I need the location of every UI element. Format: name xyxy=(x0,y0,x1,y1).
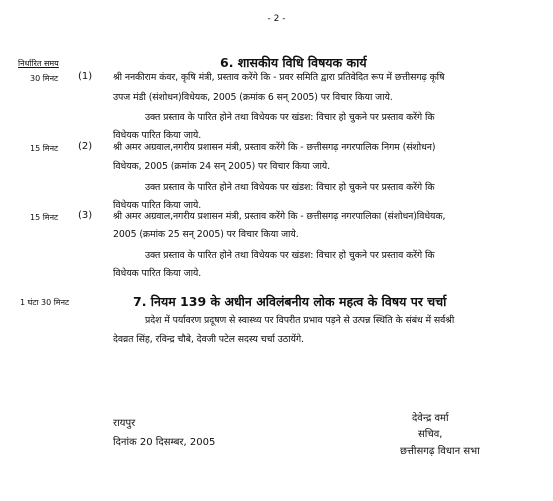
section-6-heading: 6. शासकीय विधि विषयक कार्य xyxy=(220,55,367,70)
section-7-time: 1 घंटा 30 मिनट xyxy=(20,298,70,307)
item-1-time: 30 मिनट xyxy=(30,74,59,83)
item-2-number: (2) xyxy=(78,141,93,152)
item-1-line: उक्त प्रस्ताव के पारित होने तथा विधेयक पर खंडश: विचार हो चुकने पर प्रस्ताव करेंगे कि xyxy=(145,112,435,123)
time-column-heading: निर्धारित समय xyxy=(18,59,59,68)
page-number: - 2 - xyxy=(267,14,286,24)
signatory-name: देवेन्द्र वर्मा xyxy=(412,413,449,424)
item-2-line: श्री अमर अग्रवाल,नगरीय प्रशासन मंत्री, प्रस्ताव करेंगे कि - छत्तीसगढ़ नगरपालिक निगम (संशोधन) xyxy=(113,142,436,153)
item-3-line: 2005 (क्रमांक 25 सन् 2005) पर विचार किया जाये. xyxy=(113,229,299,240)
signatory-office: छत्तीसगढ़ विधान सभा xyxy=(400,446,480,457)
item-3-line: उक्त प्रस्ताव के पारित होने तथा विधेयक पर खंडश: विचार हो चुकने पर प्रस्ताव करेंगे कि xyxy=(145,250,435,261)
item-2-line: विधेयक, 2005 (क्रमांक 24 सन् 2005) पर विचार किया जाये. xyxy=(113,161,330,172)
signatory-designation: सचिव, xyxy=(418,429,443,440)
item-1-line: उपज मंडी (संशोधन)विधेयक, 2005 (क्रमांक 6 सन् 2005) पर विचार किया जाये. xyxy=(113,92,393,103)
footer-place: रायपुर xyxy=(113,418,136,429)
section-7-line: देवव्रत सिंह, रविन्द्र चौबे, देवजी पटेल सदस्य चर्चा उठायेंगे. xyxy=(113,334,304,345)
footer-date: दिनांक 20 दिसम्बर, 2005 xyxy=(113,437,216,448)
item-1-number: (1) xyxy=(78,71,93,82)
item-1-line: श्री ननकीराम कंवर, कृषि मंत्री, प्रस्ताव करेंगे कि - प्रवर समिति द्वारा प्रतिवेदित रूप में छत्तीसगढ़ कृषि xyxy=(113,72,445,83)
item-3-number: (3) xyxy=(78,210,93,221)
item-2-line: उक्त प्रस्ताव के पारित होने तथा विधेयक पर खंडश: विचार हो चुकने पर प्रस्ताव करेंगे कि xyxy=(145,182,435,193)
item-2-line: विधेयक पारित किया जाये. xyxy=(113,200,202,211)
item-1-line: विधेयक पारित किया जाये. xyxy=(113,130,202,141)
section-7-line: प्रदेश में पर्यावरण प्रदूषण से स्वास्थ्य पर विपरीत प्रभाव पड़ने से उत्पन्न स्थिति के संबंध में सर्वश्री xyxy=(145,315,455,326)
item-3-time: 15 मिनट xyxy=(30,213,59,222)
item-3-line: विधेयक पारित किया जाये. xyxy=(113,268,202,279)
section-7-heading: 7. नियम 139 के अधीन अविलंबनीय लोक महत्व के विषय पर चर्चा xyxy=(133,294,447,309)
item-2-time: 15 मिनट xyxy=(30,144,59,153)
item-3-line: श्री अमर अग्रवाल,नगरीय प्रशासन मंत्री, प्रस्ताव करेंगे कि - छत्तीसगढ़ नगरपालिका (संशोधन)विधेयक, xyxy=(113,211,446,222)
